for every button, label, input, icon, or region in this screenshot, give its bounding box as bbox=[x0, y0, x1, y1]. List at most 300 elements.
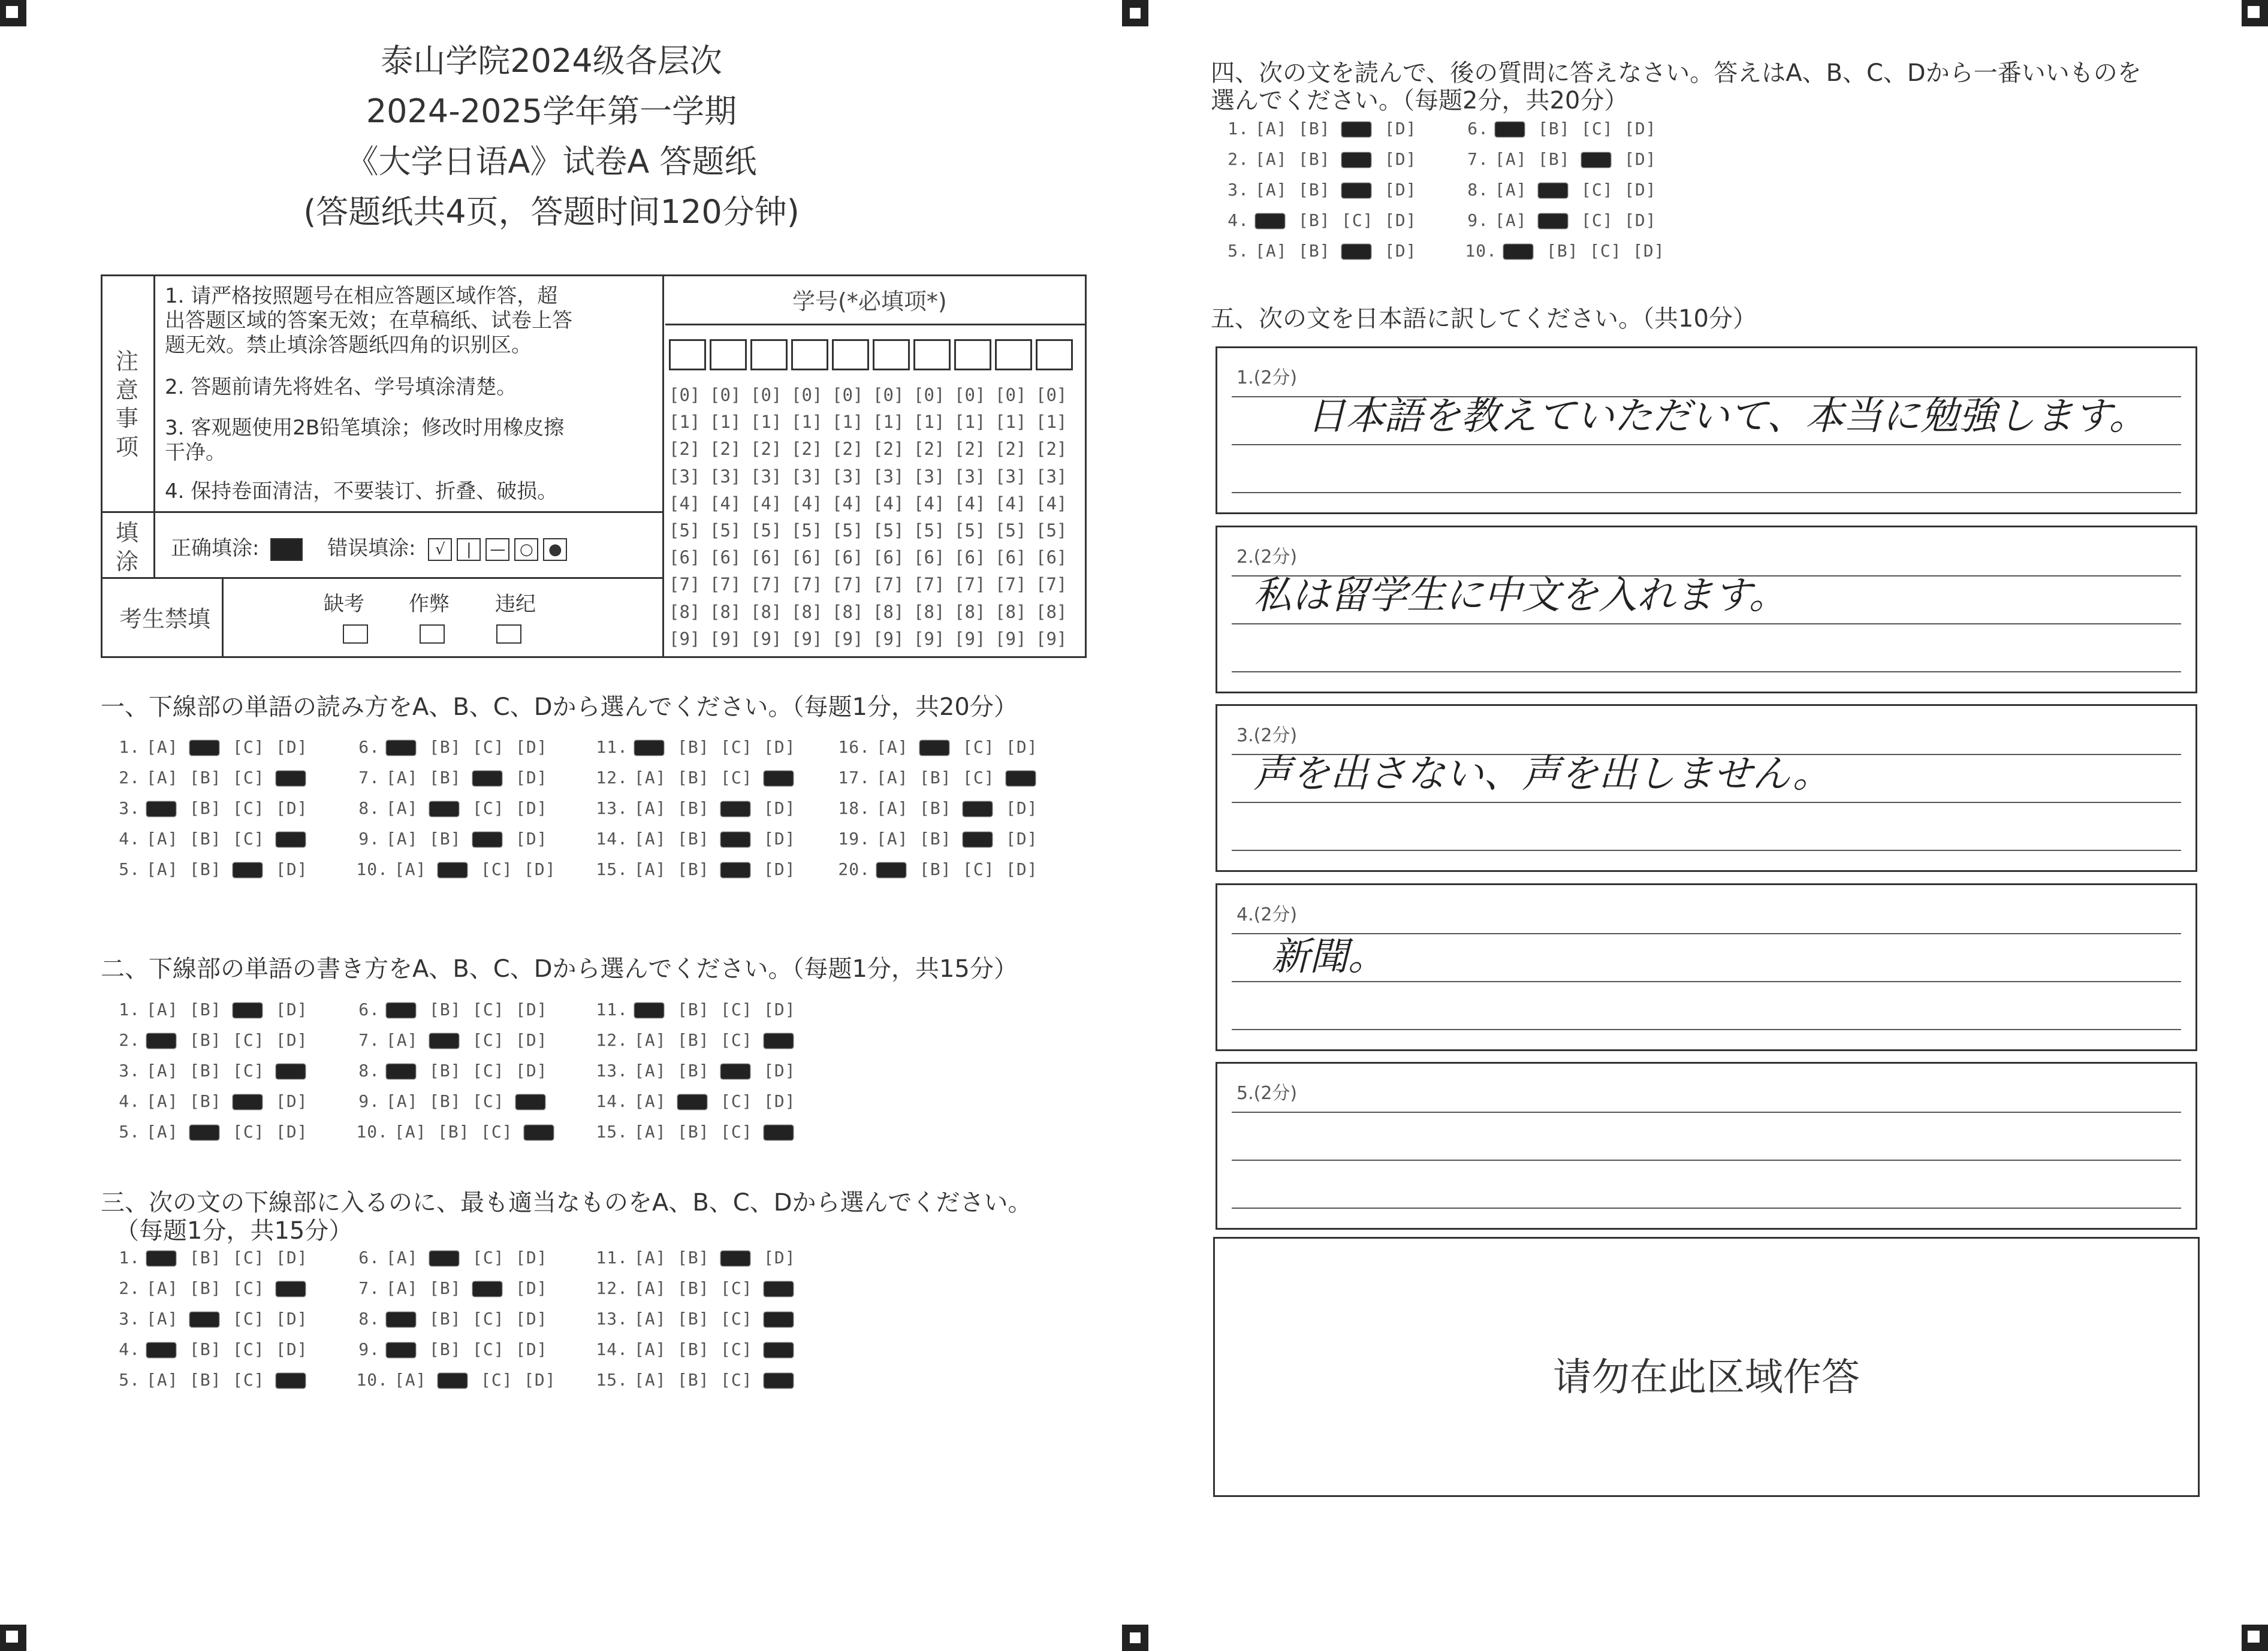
student-id-digit[interactable]: [9] bbox=[995, 628, 1027, 649]
option-bubble-D[interactable]: [D] bbox=[1624, 210, 1657, 230]
filled-bubble-C[interactable] bbox=[720, 1064, 750, 1079]
question-5[interactable] bbox=[113, 859, 319, 879]
student-id-digit[interactable]: [4] bbox=[873, 493, 904, 514]
option-bubble-A[interactable]: [A] bbox=[1495, 210, 1527, 230]
option-bubble-B[interactable]: [B] bbox=[677, 1061, 710, 1080]
option-bubble-A[interactable]: [A] bbox=[634, 1061, 666, 1080]
option-bubble-A[interactable]: [A] bbox=[146, 829, 179, 849]
option-bubble-B[interactable]: [B] bbox=[1298, 241, 1331, 261]
student-id-digit[interactable]: [3] bbox=[669, 466, 701, 487]
question-2[interactable] bbox=[113, 1030, 319, 1050]
filled-bubble-C[interactable] bbox=[1341, 152, 1371, 168]
option-bubble-B[interactable]: [B] bbox=[429, 1091, 462, 1111]
option-bubble-B[interactable]: [B] bbox=[677, 1309, 710, 1329]
student-id-digit[interactable]: [5] bbox=[913, 520, 945, 541]
student-id-digit[interactable]: [5] bbox=[995, 520, 1027, 541]
student-id-digit[interactable]: [3] bbox=[832, 466, 864, 487]
student-id-digit[interactable]: [1] bbox=[710, 412, 741, 433]
option-bubble-A[interactable]: [A] bbox=[394, 1122, 427, 1142]
question-6[interactable] bbox=[352, 1000, 559, 1019]
question-3[interactable] bbox=[113, 798, 319, 818]
option-bubble-D[interactable]: [D] bbox=[515, 1309, 548, 1329]
student-id-digit[interactable]: [1] bbox=[873, 412, 904, 433]
student-id-digit[interactable]: [5] bbox=[710, 520, 741, 541]
option-bubble-C[interactable]: [C] bbox=[472, 737, 505, 757]
student-id-digit[interactable]: [8] bbox=[750, 601, 782, 622]
option-bubble-C[interactable]: [C] bbox=[233, 1309, 265, 1329]
option-bubble-B[interactable]: [B] bbox=[919, 859, 952, 879]
student-id-digit[interactable]: [4] bbox=[1036, 493, 1067, 514]
option-bubble-A[interactable]: [A] bbox=[146, 1309, 179, 1329]
student-id-digit[interactable]: [8] bbox=[710, 601, 741, 622]
option-bubble-A[interactable]: [A] bbox=[386, 1030, 418, 1050]
ban-violate-checkbox[interactable] bbox=[496, 624, 521, 644]
filled-bubble-B[interactable] bbox=[438, 1373, 468, 1389]
question-12[interactable] bbox=[592, 1030, 807, 1050]
option-bubble-D[interactable]: [D] bbox=[276, 1339, 308, 1359]
filled-bubble-D[interactable] bbox=[764, 1125, 794, 1140]
question-18[interactable] bbox=[834, 798, 1049, 818]
option-bubble-D[interactable]: [D] bbox=[276, 1030, 308, 1050]
option-bubble-D[interactable]: [D] bbox=[1385, 119, 1417, 138]
question-8[interactable] bbox=[352, 1309, 559, 1329]
option-bubble-D[interactable]: [D] bbox=[276, 1000, 308, 1019]
student-id-digit[interactable]: [0] bbox=[954, 385, 986, 405]
student-id-box-9[interactable] bbox=[995, 339, 1032, 370]
student-id-digit[interactable]: [5] bbox=[791, 520, 823, 541]
filled-bubble-C[interactable] bbox=[472, 771, 502, 786]
option-bubble-C[interactable]: [C] bbox=[233, 1248, 265, 1267]
option-bubble-C[interactable]: [C] bbox=[472, 798, 505, 818]
option-bubble-C[interactable]: [C] bbox=[472, 1091, 505, 1111]
option-bubble-A[interactable]: [A] bbox=[634, 829, 666, 849]
filled-bubble-B[interactable] bbox=[429, 801, 459, 817]
student-id-digit[interactable]: [1] bbox=[791, 412, 823, 433]
question-3[interactable] bbox=[113, 1061, 319, 1080]
student-id-digit[interactable]: [9] bbox=[710, 628, 741, 649]
option-bubble-D[interactable]: [D] bbox=[515, 1339, 548, 1359]
filled-bubble-C[interactable] bbox=[472, 1281, 502, 1297]
option-bubble-A[interactable]: [A] bbox=[876, 829, 909, 849]
question-11[interactable] bbox=[592, 1000, 807, 1019]
filled-bubble-D[interactable] bbox=[276, 1064, 306, 1079]
filled-bubble-D[interactable] bbox=[1006, 771, 1036, 786]
option-bubble-B[interactable]: [B] bbox=[1298, 180, 1331, 200]
student-id-digit[interactable]: [9] bbox=[913, 628, 945, 649]
student-id-digit[interactable]: [1] bbox=[832, 412, 864, 433]
option-bubble-A[interactable]: [A] bbox=[386, 768, 418, 787]
question-10[interactable] bbox=[352, 859, 567, 879]
option-bubble-C[interactable]: [C] bbox=[233, 1278, 265, 1298]
question-4[interactable] bbox=[113, 1091, 319, 1111]
filled-bubble-C[interactable] bbox=[233, 862, 263, 878]
filled-bubble-C[interactable] bbox=[720, 862, 750, 878]
filled-bubble-D[interactable] bbox=[276, 1281, 306, 1297]
question-14[interactable] bbox=[592, 1091, 807, 1111]
question-15[interactable] bbox=[592, 1122, 807, 1142]
student-id-digit[interactable]: [1] bbox=[1036, 412, 1067, 433]
question-20[interactable] bbox=[834, 859, 1049, 879]
filled-bubble-A[interactable] bbox=[146, 1251, 176, 1266]
filled-bubble-A[interactable] bbox=[1255, 213, 1285, 229]
question-15[interactable] bbox=[592, 859, 807, 879]
translation-box-5[interactable] bbox=[1216, 1062, 2197, 1230]
option-bubble-D[interactable]: [D] bbox=[276, 859, 308, 879]
option-bubble-D[interactable]: [D] bbox=[764, 829, 796, 849]
option-bubble-A[interactable]: [A] bbox=[634, 1309, 666, 1329]
option-bubble-D[interactable]: [D] bbox=[276, 1091, 308, 1111]
filled-bubble-B[interactable] bbox=[189, 1312, 219, 1327]
filled-bubble-C[interactable] bbox=[233, 1094, 263, 1110]
filled-bubble-A[interactable] bbox=[386, 1003, 416, 1018]
option-bubble-D[interactable]: [D] bbox=[276, 1248, 308, 1267]
option-bubble-B[interactable]: [B] bbox=[429, 768, 462, 787]
option-bubble-A[interactable]: [A] bbox=[386, 1248, 418, 1267]
student-id-digit[interactable]: [6] bbox=[791, 547, 823, 568]
question-5[interactable] bbox=[1222, 241, 1428, 261]
option-bubble-A[interactable]: [A] bbox=[876, 768, 909, 787]
option-bubble-B[interactable]: [B] bbox=[677, 1248, 710, 1267]
option-bubble-A[interactable]: [A] bbox=[146, 1061, 179, 1080]
student-id-digit[interactable]: [6] bbox=[873, 547, 904, 568]
option-bubble-C[interactable]: [C] bbox=[720, 1278, 753, 1298]
option-bubble-A[interactable]: [A] bbox=[146, 768, 179, 787]
option-bubble-B[interactable]: [B] bbox=[189, 859, 222, 879]
option-bubble-C[interactable]: [C] bbox=[1581, 119, 1613, 138]
filled-bubble-A[interactable] bbox=[386, 1342, 416, 1358]
option-bubble-A[interactable]: [A] bbox=[394, 1370, 427, 1390]
option-bubble-A[interactable]: [A] bbox=[634, 1122, 666, 1142]
option-bubble-D[interactable]: [D] bbox=[1006, 737, 1038, 757]
option-bubble-C[interactable]: [C] bbox=[720, 1091, 753, 1111]
student-id-digit[interactable]: [6] bbox=[710, 547, 741, 568]
option-bubble-B[interactable]: [B] bbox=[677, 1030, 710, 1050]
question-16[interactable] bbox=[834, 737, 1049, 757]
option-bubble-A[interactable]: [A] bbox=[386, 798, 418, 818]
option-bubble-B[interactable]: [B] bbox=[677, 1278, 710, 1298]
student-id-digit[interactable]: [2] bbox=[791, 439, 823, 460]
option-bubble-D[interactable]: [D] bbox=[1624, 180, 1657, 200]
option-bubble-B[interactable]: [B] bbox=[429, 1061, 462, 1080]
student-id-digit[interactable]: [8] bbox=[791, 601, 823, 622]
option-bubble-D[interactable]: [D] bbox=[515, 1000, 548, 1019]
option-bubble-C[interactable]: [C] bbox=[720, 737, 753, 757]
student-id-box-1[interactable] bbox=[669, 339, 706, 370]
question-10[interactable] bbox=[352, 1370, 567, 1390]
option-bubble-D[interactable]: [D] bbox=[276, 798, 308, 818]
option-bubble-B[interactable]: [B] bbox=[677, 859, 710, 879]
student-id-digit-grid[interactable] bbox=[669, 382, 1076, 653]
option-bubble-D[interactable]: [D] bbox=[764, 1061, 796, 1080]
option-bubble-C[interactable]: [C] bbox=[233, 768, 265, 787]
student-id-digit[interactable]: [4] bbox=[710, 493, 741, 514]
student-id-digit[interactable]: [8] bbox=[1036, 601, 1067, 622]
question-2[interactable] bbox=[113, 768, 319, 787]
student-id-digit[interactable]: [4] bbox=[669, 493, 701, 514]
option-bubble-A[interactable]: [A] bbox=[876, 737, 909, 757]
option-bubble-D[interactable]: [D] bbox=[524, 859, 556, 879]
translation-box-1[interactable] bbox=[1216, 346, 2197, 514]
option-bubble-B[interactable]: [B] bbox=[189, 1030, 222, 1050]
student-id-digit[interactable]: [3] bbox=[710, 466, 741, 487]
filled-bubble-A[interactable] bbox=[386, 740, 416, 756]
option-bubble-B[interactable]: [B] bbox=[429, 829, 462, 849]
option-bubble-C[interactable]: [C] bbox=[720, 1370, 753, 1390]
question-14[interactable] bbox=[592, 1339, 807, 1359]
student-id-digit[interactable]: [2] bbox=[913, 439, 945, 460]
question-9[interactable] bbox=[352, 1339, 559, 1359]
filled-bubble-A[interactable] bbox=[386, 1312, 416, 1327]
option-bubble-D[interactable]: [D] bbox=[1385, 241, 1417, 261]
option-bubble-A[interactable]: [A] bbox=[146, 859, 179, 879]
question-9[interactable] bbox=[1461, 210, 1667, 230]
filled-bubble-B[interactable] bbox=[677, 1094, 707, 1110]
student-id-digit[interactable]: [0] bbox=[750, 385, 782, 405]
question-14[interactable] bbox=[592, 829, 807, 849]
student-id-digit[interactable]: [5] bbox=[954, 520, 986, 541]
option-bubble-C[interactable]: [C] bbox=[481, 859, 513, 879]
filled-bubble-A[interactable] bbox=[634, 1003, 664, 1018]
student-id-digit[interactable]: [2] bbox=[995, 439, 1027, 460]
filled-bubble-D[interactable] bbox=[764, 1342, 794, 1358]
filled-bubble-C[interactable] bbox=[472, 832, 502, 847]
student-id-box-8[interactable] bbox=[954, 339, 991, 370]
question-11[interactable] bbox=[592, 1248, 807, 1267]
student-id-digit[interactable]: [9] bbox=[791, 628, 823, 649]
option-bubble-D[interactable]: [D] bbox=[1624, 149, 1657, 169]
student-id-digit[interactable]: [9] bbox=[873, 628, 904, 649]
filled-bubble-D[interactable] bbox=[764, 771, 794, 786]
question-8[interactable] bbox=[1461, 180, 1667, 200]
option-bubble-C[interactable]: [C] bbox=[481, 1122, 513, 1142]
student-id-digit[interactable]: [2] bbox=[954, 439, 986, 460]
student-id-digit[interactable]: [5] bbox=[669, 520, 701, 541]
question-19[interactable] bbox=[834, 829, 1049, 849]
filled-bubble-C[interactable] bbox=[963, 801, 993, 817]
option-bubble-A[interactable]: [A] bbox=[634, 1278, 666, 1298]
question-9[interactable] bbox=[352, 1091, 559, 1111]
option-bubble-A[interactable]: [A] bbox=[634, 768, 666, 787]
option-bubble-B[interactable]: [B] bbox=[429, 737, 462, 757]
filled-bubble-C[interactable] bbox=[1341, 122, 1371, 137]
question-1[interactable] bbox=[113, 1248, 319, 1267]
option-bubble-B[interactable]: [B] bbox=[677, 1000, 710, 1019]
student-id-digit[interactable]: [4] bbox=[791, 493, 823, 514]
option-bubble-B[interactable]: [B] bbox=[189, 768, 222, 787]
option-bubble-B[interactable]: [B] bbox=[919, 798, 952, 818]
option-bubble-A[interactable]: [A] bbox=[146, 1370, 179, 1390]
student-id-digit[interactable]: [0] bbox=[873, 385, 904, 405]
translation-box-4[interactable] bbox=[1216, 883, 2197, 1051]
option-bubble-D[interactable]: [D] bbox=[515, 1061, 548, 1080]
question-3[interactable] bbox=[1222, 180, 1428, 200]
student-id-digit[interactable]: [4] bbox=[750, 493, 782, 514]
student-id-box-4[interactable] bbox=[791, 339, 828, 370]
question-4[interactable] bbox=[113, 829, 319, 849]
student-id-digit[interactable]: [9] bbox=[669, 628, 701, 649]
option-bubble-B[interactable]: [B] bbox=[429, 1278, 462, 1298]
option-bubble-A[interactable]: [A] bbox=[146, 1122, 179, 1142]
option-bubble-D[interactable]: [D] bbox=[764, 1091, 796, 1111]
option-bubble-B[interactable]: [B] bbox=[189, 1061, 222, 1080]
option-bubble-C[interactable]: [C] bbox=[233, 829, 265, 849]
option-bubble-D[interactable]: [D] bbox=[764, 737, 796, 757]
student-id-digit[interactable]: [8] bbox=[954, 601, 986, 622]
student-id-digit[interactable]: [3] bbox=[791, 466, 823, 487]
option-bubble-A[interactable]: [A] bbox=[146, 1000, 179, 1019]
question-17[interactable] bbox=[834, 768, 1049, 787]
student-id-digit[interactable]: [5] bbox=[1036, 520, 1067, 541]
filled-bubble-D[interactable] bbox=[524, 1125, 554, 1140]
option-bubble-A[interactable]: [A] bbox=[1255, 180, 1287, 200]
question-6[interactable] bbox=[1461, 119, 1667, 138]
filled-bubble-B[interactable] bbox=[1538, 183, 1568, 198]
option-bubble-A[interactable]: [A] bbox=[1495, 149, 1527, 169]
student-id-digit[interactable]: [0] bbox=[995, 385, 1027, 405]
student-id-box-6[interactable] bbox=[873, 339, 910, 370]
option-bubble-B[interactable]: [B] bbox=[919, 768, 952, 787]
option-bubble-A[interactable]: [A] bbox=[1255, 119, 1287, 138]
student-id-digit[interactable]: [9] bbox=[750, 628, 782, 649]
question-1[interactable] bbox=[113, 1000, 319, 1019]
option-bubble-D[interactable]: [D] bbox=[1006, 829, 1038, 849]
question-13[interactable] bbox=[592, 1061, 807, 1080]
option-bubble-A[interactable]: [A] bbox=[634, 1091, 666, 1111]
option-bubble-C[interactable]: [C] bbox=[720, 1000, 753, 1019]
option-bubble-A[interactable]: [A] bbox=[634, 859, 666, 879]
student-id-digit[interactable]: [6] bbox=[995, 547, 1027, 568]
option-bubble-C[interactable]: [C] bbox=[963, 768, 995, 787]
student-id-digit[interactable]: [6] bbox=[832, 547, 864, 568]
filled-bubble-B[interactable] bbox=[189, 740, 219, 756]
option-bubble-D[interactable]: [D] bbox=[1006, 859, 1038, 879]
option-bubble-A[interactable]: [A] bbox=[394, 859, 427, 879]
filled-bubble-C[interactable] bbox=[720, 832, 750, 847]
option-bubble-D[interactable]: [D] bbox=[524, 1370, 556, 1390]
student-id-box-5[interactable] bbox=[832, 339, 869, 370]
option-bubble-D[interactable]: [D] bbox=[764, 798, 796, 818]
question-7[interactable] bbox=[352, 1278, 559, 1298]
option-bubble-B[interactable]: [B] bbox=[1298, 149, 1331, 169]
question-13[interactable] bbox=[592, 1309, 807, 1329]
question-12[interactable] bbox=[592, 1278, 807, 1298]
student-id-digit[interactable]: [2] bbox=[669, 439, 701, 460]
option-bubble-A[interactable]: [A] bbox=[876, 798, 909, 818]
option-bubble-D[interactable]: [D] bbox=[1385, 210, 1417, 230]
option-bubble-C[interactable]: [C] bbox=[233, 1370, 265, 1390]
ban-cheat-checkbox[interactable] bbox=[420, 624, 445, 644]
student-id-digit[interactable]: [6] bbox=[750, 547, 782, 568]
student-id-digit[interactable]: [0] bbox=[1036, 385, 1067, 405]
student-id-digit[interactable]: [1] bbox=[669, 412, 701, 433]
question-3[interactable] bbox=[113, 1309, 319, 1329]
option-bubble-D[interactable]: [D] bbox=[764, 1248, 796, 1267]
option-bubble-D[interactable]: [D] bbox=[515, 1248, 548, 1267]
student-id-digit[interactable]: [2] bbox=[873, 439, 904, 460]
option-bubble-D[interactable]: [D] bbox=[515, 737, 548, 757]
question-10[interactable] bbox=[352, 1122, 567, 1142]
option-bubble-C[interactable]: [C] bbox=[481, 1370, 513, 1390]
student-id-digit[interactable]: [9] bbox=[954, 628, 986, 649]
student-id-box-3[interactable] bbox=[750, 339, 788, 370]
filled-bubble-A[interactable] bbox=[876, 862, 906, 878]
filled-bubble-C[interactable] bbox=[1581, 152, 1611, 168]
option-bubble-C[interactable]: [C] bbox=[720, 1030, 753, 1050]
question-7[interactable] bbox=[352, 1030, 559, 1050]
filled-bubble-C[interactable] bbox=[720, 1251, 750, 1266]
filled-bubble-B[interactable] bbox=[429, 1251, 459, 1266]
option-bubble-C[interactable]: [C] bbox=[472, 1309, 505, 1329]
student-id-digit[interactable]: [0] bbox=[832, 385, 864, 405]
question-5[interactable] bbox=[113, 1370, 319, 1390]
option-bubble-B[interactable]: [B] bbox=[1546, 241, 1579, 261]
option-bubble-A[interactable]: [A] bbox=[1255, 241, 1287, 261]
student-id-digit[interactable]: [3] bbox=[1036, 466, 1067, 487]
option-bubble-B[interactable]: [B] bbox=[189, 798, 222, 818]
option-bubble-D[interactable]: [D] bbox=[515, 1278, 548, 1298]
student-id-box-10[interactable] bbox=[1036, 339, 1073, 370]
student-id-digit[interactable]: [1] bbox=[954, 412, 986, 433]
student-id-digit[interactable]: [5] bbox=[832, 520, 864, 541]
student-id-digit[interactable]: [0] bbox=[710, 385, 741, 405]
filled-bubble-D[interactable] bbox=[764, 1033, 794, 1049]
option-bubble-C[interactable]: [C] bbox=[720, 1309, 753, 1329]
option-bubble-B[interactable]: [B] bbox=[189, 1339, 222, 1359]
option-bubble-C[interactable]: [C] bbox=[1590, 241, 1622, 261]
student-id-digit[interactable]: [7] bbox=[791, 574, 823, 595]
option-bubble-A[interactable]: [A] bbox=[634, 1370, 666, 1390]
student-id-digit[interactable]: [1] bbox=[750, 412, 782, 433]
option-bubble-C[interactable]: [C] bbox=[233, 1122, 265, 1142]
option-bubble-D[interactable]: [D] bbox=[1624, 119, 1657, 138]
student-id-digit[interactable]: [3] bbox=[995, 466, 1027, 487]
student-id-digit[interactable]: [8] bbox=[832, 601, 864, 622]
option-bubble-D[interactable]: [D] bbox=[1385, 180, 1417, 200]
option-bubble-D[interactable]: [D] bbox=[1006, 798, 1038, 818]
question-2[interactable] bbox=[113, 1278, 319, 1298]
filled-bubble-A[interactable] bbox=[1503, 244, 1533, 259]
option-bubble-C[interactable]: [C] bbox=[1581, 180, 1613, 200]
option-bubble-B[interactable]: [B] bbox=[677, 1370, 710, 1390]
option-bubble-A[interactable]: [A] bbox=[634, 798, 666, 818]
student-id-digit[interactable]: [2] bbox=[750, 439, 782, 460]
student-id-box-2[interactable] bbox=[710, 339, 747, 370]
option-bubble-A[interactable]: [A] bbox=[634, 1339, 666, 1359]
filled-bubble-B[interactable] bbox=[189, 1125, 219, 1140]
student-id-digit[interactable]: [8] bbox=[913, 601, 945, 622]
student-id-digit[interactable]: [1] bbox=[995, 412, 1027, 433]
student-id-digit[interactable]: [4] bbox=[995, 493, 1027, 514]
student-id-digit[interactable]: [7] bbox=[750, 574, 782, 595]
option-bubble-C[interactable]: [C] bbox=[233, 1339, 265, 1359]
question-8[interactable] bbox=[352, 1061, 559, 1080]
option-bubble-B[interactable]: [B] bbox=[677, 1339, 710, 1359]
student-id-digit[interactable]: [7] bbox=[873, 574, 904, 595]
student-id-digit[interactable]: [3] bbox=[750, 466, 782, 487]
option-bubble-D[interactable]: [D] bbox=[764, 1000, 796, 1019]
student-id-digit[interactable]: [4] bbox=[954, 493, 986, 514]
question-6[interactable] bbox=[352, 1248, 559, 1267]
filled-bubble-A[interactable] bbox=[1495, 122, 1525, 137]
filled-bubble-D[interactable] bbox=[764, 1312, 794, 1327]
option-bubble-B[interactable]: [B] bbox=[919, 829, 952, 849]
option-bubble-C[interactable]: [C] bbox=[720, 1339, 753, 1359]
question-10[interactable] bbox=[1461, 241, 1676, 261]
student-id-digit[interactable]: [6] bbox=[954, 547, 986, 568]
filled-bubble-A[interactable] bbox=[634, 740, 664, 756]
student-id-digit[interactable]: [7] bbox=[832, 574, 864, 595]
filled-bubble-B[interactable] bbox=[919, 740, 949, 756]
